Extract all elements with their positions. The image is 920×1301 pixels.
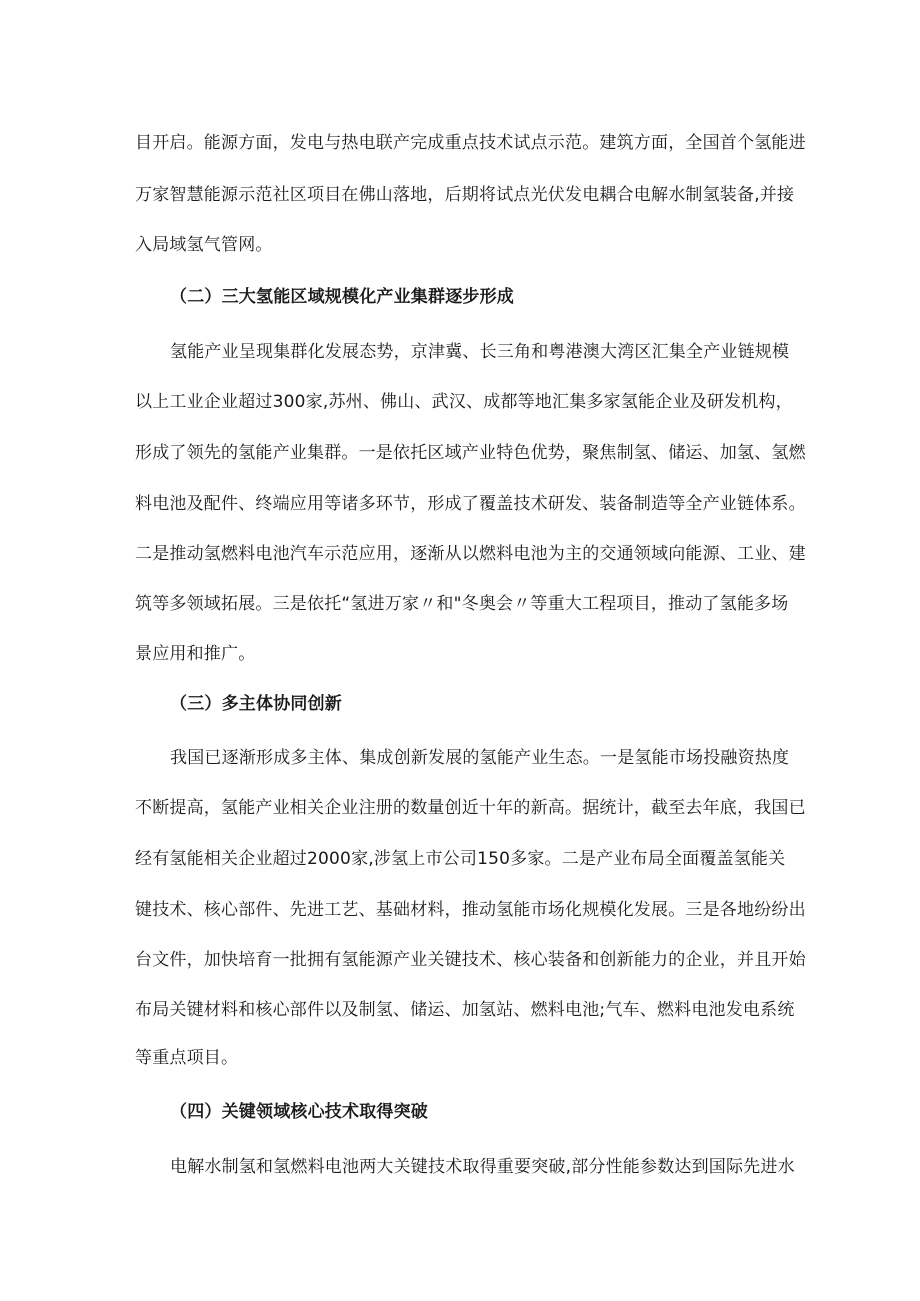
paragraph-line: 键技术、核心部件、先进工艺、基础材料，推动氢能市场化规模化发展。三是各地纷纷出: [135, 900, 806, 920]
paragraph-line: 二是推动氢燃料电池汽车示范应用，逐渐从以燃料电池为主的交通领域向能源、工业、建: [135, 544, 806, 564]
paragraph-line: 不断提高，氢能产业相关企业注册的数量创近十年的新高。据统计，截至去年底，我国已: [135, 798, 806, 818]
paragraph-line: 万家智慧能源示范社区项目在佛山落地，后期将试点光伏发电耦合电解水制氢装备,并接: [135, 185, 795, 205]
paragraph-line: 电解水制氢和氢燃料电池两大关键技术取得重要突破,部分性能参数达到国际先进水: [170, 1157, 795, 1177]
paragraph-line: 我国已逐渐形成多主体、集成创新发展的氢能产业生态。一是氢能市场投融资热度: [170, 748, 790, 768]
paragraph-line: 形成了领先的氢能产业集群。一是依托区域产业特色优势，聚焦制氢、储运、加氢、氢燃: [135, 443, 806, 463]
paragraph-line: 经有氢能相关企业超过2000家,涉氢上市公司150多家。二是产业布局全面覆盖氢能关: [135, 849, 786, 869]
paragraph-line: 料电池及配件、终端应用等诸多环节，形成了覆盖技术研发、装备制造等全产业链体系。: [135, 494, 806, 514]
paragraph-line: 以上工业企业超过300家,苏州、佛山、武汉、成都等地汇集多家氢能企业及研发机构，: [135, 392, 793, 412]
paragraph-line: 台文件，加快培育一批拥有氢能源产业关键技术、核心装备和创新能力的企业，并且开始: [135, 950, 806, 970]
paragraph-line: 入局域氢气管网。: [135, 235, 273, 255]
section-heading: （三）多主体协同创新: [170, 694, 342, 714]
section-heading: （二）三大氢能区域规模化产业集群逐步形成: [170, 287, 514, 307]
paragraph-line: 筑等多领域拓展。三是依托“氢进万家〃和"冬奥会〃等重大工程项目，推动了氢能多场: [135, 594, 789, 614]
paragraph-line: 景应用和推广。: [135, 644, 256, 664]
paragraph-line: 氢能产业呈现集群化发展态势，京津冀、长三角和粤港澳大湾区汇集全产业链规模: [170, 342, 790, 362]
paragraph-line: 等重点项目。: [135, 1048, 239, 1068]
paragraph-line: 布局关键材料和核心部件以及制氢、储运、加氢站、燃料电池;气车、燃料电池发电系统: [135, 1000, 795, 1020]
paragraph-line: 目开启。能源方面，发电与热电联产完成重点技术试点示范。建筑方面，全国首个氢能进: [135, 133, 806, 153]
section-heading: （四）关键领域核心技术取得突破: [170, 1102, 428, 1122]
